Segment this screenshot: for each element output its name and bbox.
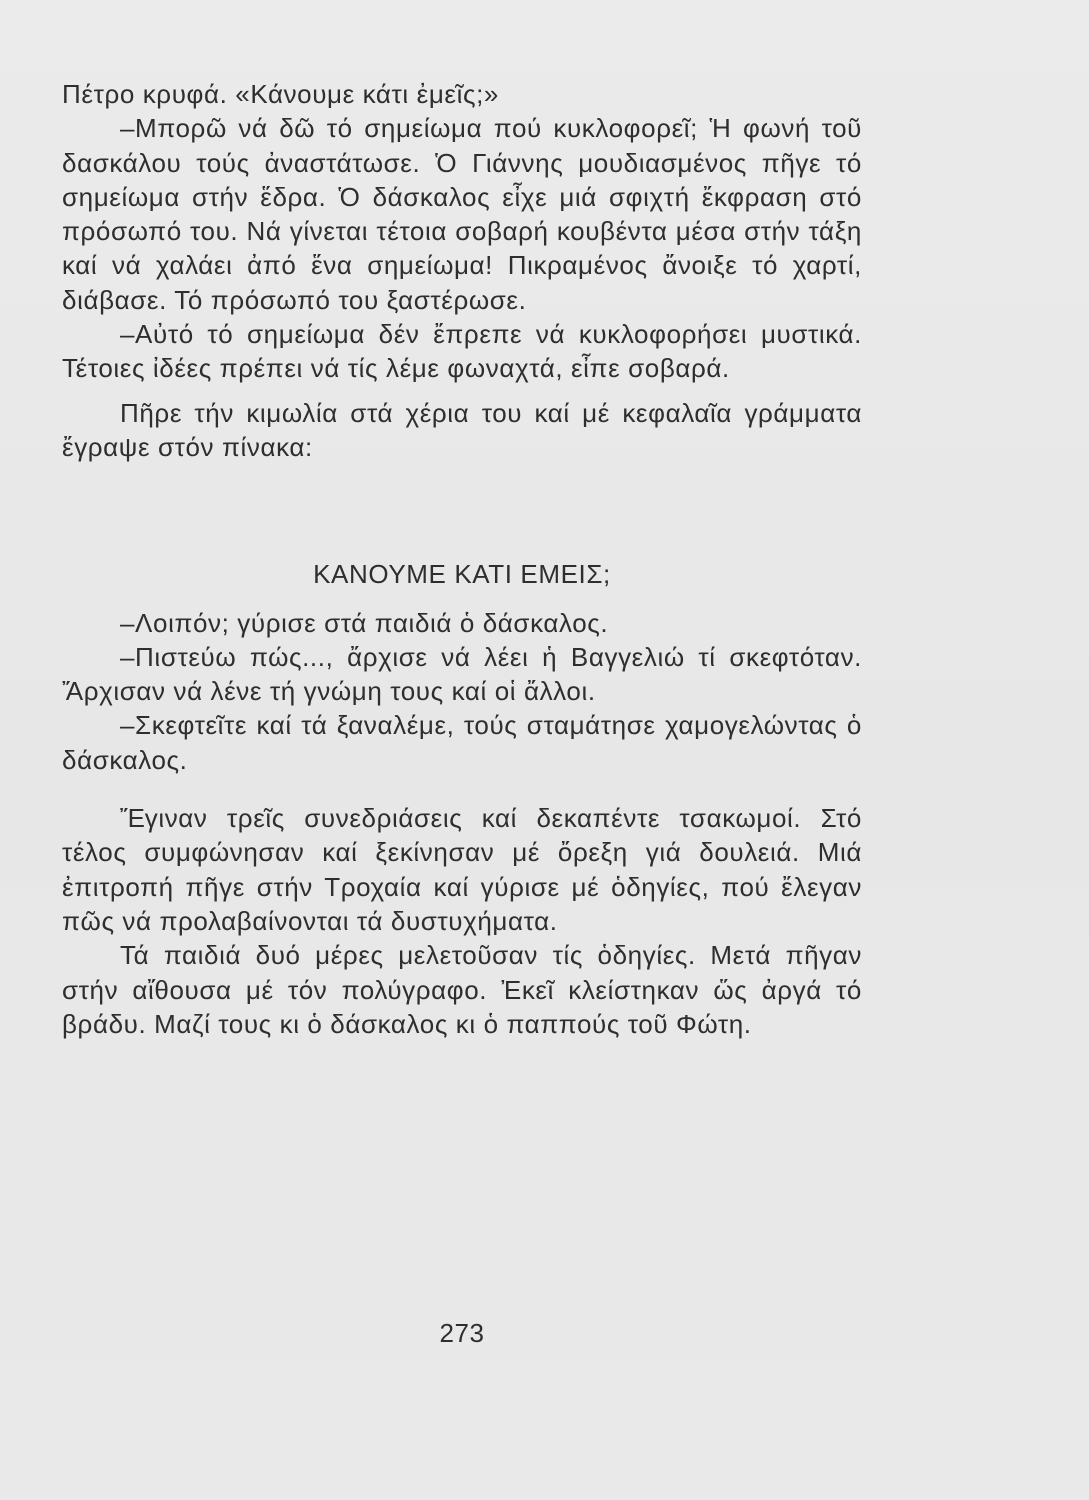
paragraph-chalk: Πῆρε τήν κιμωλία στά χέρια του καί μέ κεφαλαῖα γράμματα ἔγραψε στόν πίνακα: <box>62 397 862 462</box>
paragraph-continuation: Πέτρο κρυφά. «Κάνουμε κάτι ἐμεῖς;» <box>62 79 499 109</box>
board-heading: ΚΑΝΟΥΜΕ ΚΑΤΙ ΕΜΕΙΣ; <box>313 559 611 590</box>
dialogue-line-think: –Σκεφτεῖτε καί τά ξαναλέμε, τούς σταμάτησε χαμογελώντας ὁ δάσκαλος. <box>62 710 862 775</box>
paragraph-teacher-question: –Μπορῶ νά δῶ τό σημείωμα πού κυκλοφορεῖ; Ἡ φωνή τοῦ δασκάλου τούς ἀναστάτωσε. Ὁ Γιάννης μουδιασμένος πῆγε τό σημείωμα στήν ἕδρα. Ὁ δάσκαλος εἶχε μιά σφιχτή ἔκφραση στό πρόσωπό του. Νά γίνεται τέτοια σοβαρή κουβέντα μέσα στήν τάξη καί νά χαλάει ἀπό ἕνα σημείωμα! Πικραμένος ἄνοιξε τό χαρτί, διάβασε. Τό πρόσωπό του ξαστέρωσε. <box>62 113 862 315</box>
paragraph-instructions: Τά παιδιά δυό μέρες μελετοῦσαν τίς ὁδηγίες. Μετά πῆγαν στήν αἴθουσα μέ τόν πολύγραφο. Ἐκεῖ κλείστηκαν ὥς ἀργά τό βράδυ. Μαζί τους κι ὁ δάσκαλος κι ὁ παππούς τοῦ Φώτη. <box>62 940 862 1039</box>
dialogue-line-teacher: –Λοιπόν; γύρισε στά παιδιά ὁ δάσκαλος. <box>120 607 609 638</box>
page-text <box>62 77 862 1041</box>
paragraph-teacher-remark: –Αὐτό τό σημείωμα δέν ἔπρεπε νά κυκλοφορήσει μυστικά. Τέτοιες ἰδέες πρέπει νά τίς λέμε φωναχτά, εἶπε σοβαρά. <box>62 319 862 384</box>
page-number: 273 <box>439 1318 485 1348</box>
paragraph-meetings: Ἔγιναν τρεῖς συνεδριάσεις καί δεκαπέντε τσακωμοί. Στό τέλος συμφώνησαν καί ξεκίνησαν μέ ὄρεξη γιά δουλειά. Μιά ἐπιτροπή πῆγε στήν Τροχαία καί γύρισε μέ ὁδηγίες, πού ἔλεγαν πῶς νά προλαβαίνονται τά δυστυχήματα. <box>62 803 862 936</box>
dialogue-line-vangelio: –Πιστεύω πώς..., ἄρχισε νά λέει ἡ Βαγγελιώ τί σκεφτόταν. Ἄρχισαν νά λένε τή γνώμη τους καί οἱ ἄλλοι. <box>62 641 862 707</box>
